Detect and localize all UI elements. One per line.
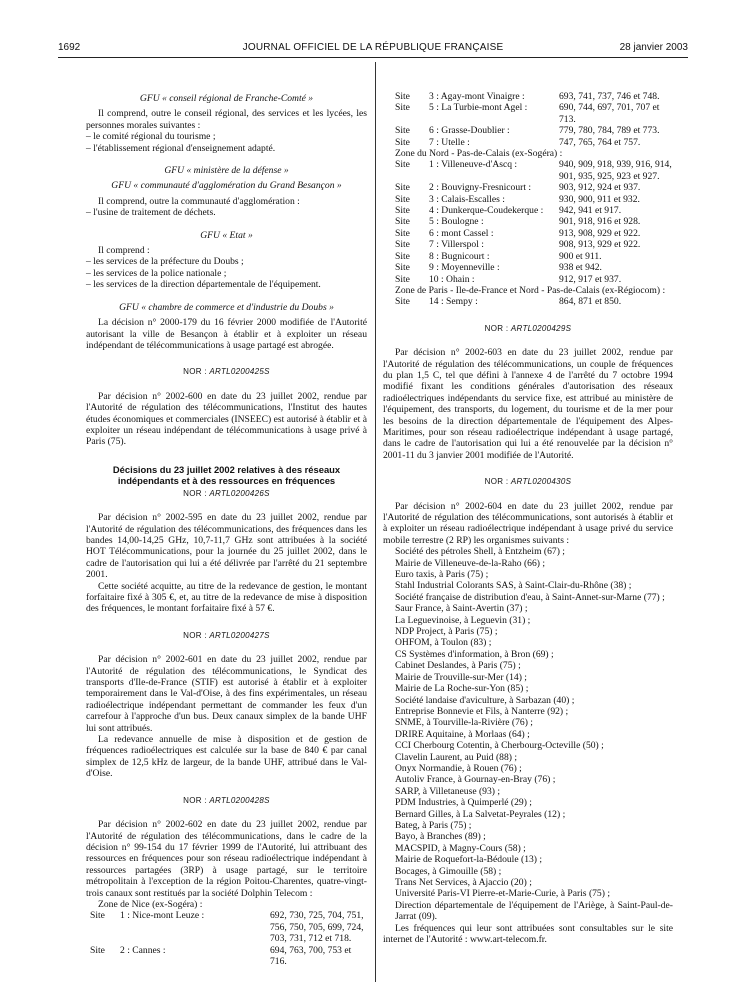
channel-list: 747, 765, 764 et 757. (559, 136, 641, 148)
header-rule (58, 57, 688, 58)
nor-code: ARTL0200426S (209, 488, 270, 498)
site-name: 9 : Moyenneville : (429, 262, 500, 274)
list-item: SARP, à Villetaneuse (93) ; (395, 785, 501, 797)
list-item: Bateg, à Paris (75) ; (395, 819, 472, 831)
site-list (383, 91, 673, 148)
channel-list: 908, 913, 929 et 922. (559, 239, 641, 251)
channel-list: 693, 741, 737, 746 et 748. (559, 91, 660, 102)
list-item: Euro taxis, à Paris (75) ; (395, 569, 489, 581)
list-item: CCI Cherbourg Cotentin, à Cherbourg-Octeville (50) ; (395, 740, 604, 752)
organization-list (383, 546, 673, 922)
list-item: Société landaise d'aviculture, à Sarbazan (40) ; (395, 694, 575, 706)
site-row (383, 262, 673, 273)
right-column (383, 91, 673, 945)
site-row (383, 159, 673, 182)
site-label: Site (395, 125, 410, 137)
list-item: Bayo, à Branches (89) ; (395, 831, 486, 843)
nor-prefix: NOR : (484, 323, 511, 333)
paragraph: Cette société acquitte, au titre de la redevance de gestion, le montant forfaitaire fixé à 305 €, et, au titre de la redevance de mise à disposition des fréquences, le montant forfaitaire fixé à 57 €. (86, 580, 367, 615)
list-item: Mairie de Roquefort-la-Bédoule (13) ; (395, 854, 543, 866)
site-label: Site (395, 296, 410, 308)
list-item: Direction départementale de l'équipement de l'Ariège, à Saint-Paul-de-Jarrat (09). (395, 899, 673, 923)
nor-reference (86, 630, 367, 641)
nor-prefix: NOR : (183, 630, 210, 640)
list-item: Société française de distribution d'eau, à Saint-Annet-sur-Marne (77) ; (395, 591, 665, 603)
site-name: 7 : Villerspol : (429, 239, 484, 251)
site-name: 3 : Agay-mont Vinaigre : (429, 91, 525, 102)
list-item: DRIRE Aquitaine, à Morlaas (64) ; (395, 728, 530, 740)
nor-reference (383, 476, 673, 487)
site-name: 3 : Calais-Escalles : (429, 193, 505, 205)
site-label: Site (395, 239, 410, 251)
nor-reference (86, 488, 367, 499)
site-list (383, 296, 673, 307)
site-label: Site (395, 182, 410, 194)
site-name: 5 : La Turbie-mont Agel : (429, 102, 528, 114)
site-label: Site (395, 227, 410, 239)
channel-list: 900 et 911. (559, 250, 602, 262)
site-name: 2 : Bouvigny-Fresnicourt : (429, 182, 532, 194)
site-label: Site (90, 944, 105, 956)
list-item: Société des pétroles Shell, à Entzheim (67) ; (395, 546, 565, 558)
list-item: – l'usine de traitement de déchets. (86, 207, 216, 219)
nor-code: ARTL0200425S (209, 367, 270, 377)
paragraph: Il comprend, outre le conseil régional, des services et les lycées, les personnes morales suivantes : (86, 108, 367, 131)
journal-title: JOURNAL OFFICIEL DE LA RÉPUBLIQUE FRANÇAISE (242, 42, 504, 53)
site-label: Site (395, 250, 410, 262)
site-label: Site (395, 273, 410, 285)
channel-list: 940, 909, 918, 939, 916, 914, 901, 935, 925, 923 et 927. (559, 159, 672, 182)
nor-code: ARTL0200430S (510, 477, 572, 487)
list-item: Bernard Gilles, à La Salvetat-Peyrales (12) ; (395, 808, 566, 820)
gfu-heading: GFU « Etat » (200, 229, 253, 241)
site-row (383, 251, 673, 262)
list-item: Autoliv France, à Gournay-en-Bray (76) ; (395, 774, 556, 786)
paragraph: La décision n° 2000-179 du 16 février 2000 modifiée de l'Autorité autorisant la ville de Besançon à établir et à exploiter un réseau indépendant de télécommunications à usage partagé est abrogée. (86, 317, 367, 351)
site-label: Site (395, 91, 410, 102)
paragraph: Il comprend, outre la communauté d'agglomération : (98, 195, 300, 207)
site-name: 10 : Ohain : (429, 273, 475, 285)
item-list (86, 207, 367, 218)
column-divider (375, 62, 376, 982)
site-label: Site (90, 910, 105, 922)
channel-list: 692, 730, 725, 704, 751, 756, 750, 705, 699, 724, 703, 731, 712 et 718. (270, 910, 364, 945)
channel-list: 930, 900, 911 et 932. (559, 193, 640, 205)
site-row (383, 228, 673, 239)
site-row (383, 216, 673, 227)
list-item: Bocages, à Gimouille (58) ; (395, 865, 502, 877)
gfu-heading: GFU « conseil régional de Franche-Comté » (139, 93, 314, 104)
site-row (86, 910, 367, 944)
zone-heading: Zone du Nord - Pas-de-Calais (ex-Sogéra) : (395, 148, 563, 160)
channel-list: 864, 871 et 850. (559, 296, 622, 308)
site-row (383, 205, 673, 216)
site-list (383, 159, 673, 284)
list-item: Mairie de Trouville-sur-Mer (14) ; (395, 671, 527, 683)
list-item: NDP Project, à Paris (75) ; (395, 626, 498, 638)
site-label: Site (395, 205, 410, 217)
list-item: La Leguevinoise, à Leguevin (31) ; (395, 614, 531, 626)
list-item: Université Paris-VI Pierre-et-Marie-Curie, à Paris (75) ; (395, 888, 610, 900)
list-item: CS Systèmes d'information, à Bron (69) ; (395, 648, 554, 660)
list-item: Trans Net Services, à Ajaccio (20) ; (395, 877, 532, 888)
site-label: Site (395, 136, 410, 148)
site-row (383, 296, 673, 307)
paragraph: La redevance annuelle de mise à disposition et de gestion de fréquences radioélectriques est calculée sur la base de 840 € par canal simplex de 12,5 kHz de largeur, de la bande UHF, attribué dans le Val-d'Oise. (86, 734, 367, 780)
nor-prefix: NOR : (183, 488, 210, 498)
site-row (383, 239, 673, 250)
nor-prefix: NOR : (484, 477, 511, 487)
site-name: 7 : Utelle : (429, 136, 470, 148)
site-name: 2 : Cannes : (120, 944, 166, 956)
site-label: Site (395, 159, 410, 171)
nor-prefix: NOR : (183, 795, 210, 805)
paragraph: Par décision n° 2002-604 en date du 23 juillet 2002, rendue par l'Autorité de régulation des télécommunications, sont autorisés à établir et à exploiter un réseau radioélectrique indépendant à usage privé du service mobile terrestre (2 RP) les organismes suivants : (383, 500, 673, 546)
nor-reference (86, 795, 367, 806)
channel-list: 913, 908, 929 et 922. (559, 227, 641, 239)
list-item: – les services de la préfecture du Doubs ; (86, 256, 244, 268)
left-column (86, 93, 367, 967)
list-item: Clavelin Laurent, au Puid (88) ; (395, 751, 518, 763)
nor-code: ARTL0200427S (209, 630, 270, 640)
site-row (383, 102, 673, 125)
list-item: Entreprise Bonnevie et Fils, à Nanterre (92) ; (395, 705, 569, 717)
channel-list: 901, 918, 916 et 928. (559, 216, 641, 228)
gfu-heading: GFU « chambre de commerce et d'industrie du Doubs » (119, 301, 334, 313)
nor-prefix: NOR : (183, 367, 210, 377)
channel-list: 912, 917 et 937. (559, 273, 622, 285)
nor-code: ARTL0200428S (209, 795, 270, 805)
site-name: 8 : Bugnicourt : (429, 250, 490, 262)
list-item: MACSPID, à Magny-Cours (58) ; (395, 842, 526, 854)
site-name: 14 : Sempy : (429, 296, 478, 308)
site-label: Site (395, 216, 410, 228)
gfu-heading: GFU « ministère de la défense » (164, 165, 289, 177)
issue-date: 28 janvier 2003 (619, 42, 688, 53)
site-row (383, 91, 673, 102)
nor-reference (86, 366, 367, 377)
list-item: Saur France, à Saint-Avertin (37) ; (395, 603, 528, 615)
site-name: 5 : Boulogne : (429, 216, 484, 228)
channel-list: 938 et 942. (559, 262, 602, 274)
nor-code: ARTL0200429S (510, 323, 572, 333)
item-list (86, 131, 367, 154)
list-item: – le comité régional du tourisme ; (86, 131, 216, 143)
list-item: PDM Industries, à Quimperlé (29) ; (395, 797, 532, 809)
paragraph: Par décision n° 2002-602 en date du 23 juillet 2002, rendue par l'Autorité de régulation des télécommunications, dans le cadre de la décision n° 99-154 du 17 février 1999 de l'Autorité, lui attribuant des ressources en fréquences pour son réseau radioélectrique indépendant à ressources partagées (3RP) à usage partagé, sur le territoire métropolitain à l'exception de la région Poitou-Charentes, quatre-vingt-trois canaux sont restitués par la société Dolphin Telecom : (86, 819, 367, 899)
paragraph: Il comprend : (98, 245, 150, 257)
site-row (383, 125, 673, 136)
site-row (383, 274, 673, 285)
site-label: Site (395, 262, 410, 274)
site-name: 1 : Villeneuve-d'Ascq : (429, 159, 518, 171)
list-item: – les services de la direction départementale de l'équipement. (86, 279, 321, 291)
site-row (383, 182, 673, 193)
channel-list: 903, 912, 924 et 937. (559, 182, 641, 194)
list-item: Stahl Industrial Colorants SAS, à Saint-Clair-du-Rhône (38) ; (395, 580, 632, 592)
paragraph: Par décision n° 2002-603 en date du 23 juillet 2002, rendue par l'Autorité de régulation des télécommunications, un couple de fréquences du plan 1,5 C, tel que défini à l'annexe 4 de l'arrêté du 7 octobre 1994 modifié fixant les conditions générales d'autorisation des réseaux radioélectriques indépendants du service fixe, est attribué au ministère de l'équipement, des transports, du logement, du tourisme et de la mer pour les besoins de la direction départementale de l'équipement des Alpes-Maritimes, pour son réseau radioélectrique indépendant à usage partagé, dans le cadre de l'autorisation qui lui a été renouvelée par la décision n° 2001-11 du 3 janvier 2001 modifiée de l'Autorité. (383, 347, 673, 461)
list-item: – les services de la police nationale ; (86, 267, 227, 279)
paragraph: Par décision n° 2002-600 en date du 23 juillet 2002, rendue par l'Autorité de régulation des télécommunications, l'Institut des hautes études économiques et commerciales (INSEEC) est autorisé à établir et à exploiter un réseau indépendant de télécommunications à usage privé à Paris (75). (86, 390, 367, 448)
list-item: Cabinet Deslandes, à Paris (75) ; (395, 660, 521, 672)
nor-reference (383, 323, 673, 334)
site-name: 6 : mont Cassel : (429, 227, 494, 239)
list-item: OHFOM, à Toulon (83) ; (395, 637, 492, 649)
site-name: 6 : Grasse-Doublier : (429, 125, 510, 137)
list-item: Mairie de La Roche-sur-Yon (85) ; (395, 683, 529, 695)
item-list (86, 256, 367, 290)
channel-list: 779, 780, 784, 789 et 773. (559, 125, 660, 137)
list-item: SNME, à Tourville-la-Rivière (76) ; (395, 717, 533, 729)
page-header (58, 42, 688, 56)
site-name: 1 : Nice-mont Leuze : (120, 910, 205, 922)
list-item: Mairie de Villeneuve-de-la-Raho (66) ; (395, 557, 546, 569)
section-title: Décisions du 23 juillet 2002 relatives à des réseaux indépendants et à des ressources en fréquences (112, 463, 341, 486)
channel-list: 942, 941 et 917. (559, 205, 622, 217)
zone-heading: Zone de Paris - Ile-de-France et Nord - Pas-de-Calais (ex-Régiocom) : (395, 284, 666, 296)
channel-list: 694, 763, 700, 753 et 716. (270, 944, 352, 967)
paragraph: Par décision n° 2002-601 en date du 23 juillet 2002, rendue par l'Autorité de régulation des télécommunications, le Syndicat des transports d'Ile-de-France (STIF) est autorisé à établir et à exploiter temporairement dans le Val-d'Oise, à des fins expérimentales, un réseau radioélectrique indépendant permettant de commander les feux d'un carrefour à l'approche d'un bus. Deux canaux simplex de la bande UHF lui sont attribués. (86, 654, 367, 734)
list-item: – l'établissement régional d'enseignement adapté. (86, 142, 276, 154)
site-name: 4 : Dunkerque-Coudekerque : (429, 205, 544, 217)
site-row (383, 194, 673, 205)
site-list (86, 910, 367, 967)
site-row (86, 945, 367, 968)
site-label: Site (395, 102, 410, 114)
site-label: Site (395, 193, 410, 205)
list-item: Onyx Normandie, à Rouen (76) ; (395, 762, 522, 774)
page-number: 1692 (58, 42, 81, 53)
gfu-heading: GFU « communauté d'agglomération du Grand Besançon » (111, 180, 342, 192)
paragraph: Les fréquences qui leur sont attribuées sont consultables sur le site internet de l'Autorité : www.art-telecom.fr. (383, 922, 673, 946)
channel-list: 690, 744, 697, 701, 707 et 713. (559, 102, 660, 125)
site-row (383, 137, 673, 148)
paragraph: Par décision n° 2002-595 en date du 23 juillet 2002, rendue par l'Autorité de régulation des télécommunications, des fréquences dans les bandes 14,00-14,25 GHz, 10,7-11,7 GHz sont attribuées à la société HOT Télécommunications, pour la journée du 25 juillet 2002, dans le cadre de l'autorisation qui lui a été délivrée par l'arrêté du 21 septembre 2001. (86, 512, 367, 581)
zone-heading: Zone de Nice (ex-Sogéra) : (98, 898, 203, 910)
